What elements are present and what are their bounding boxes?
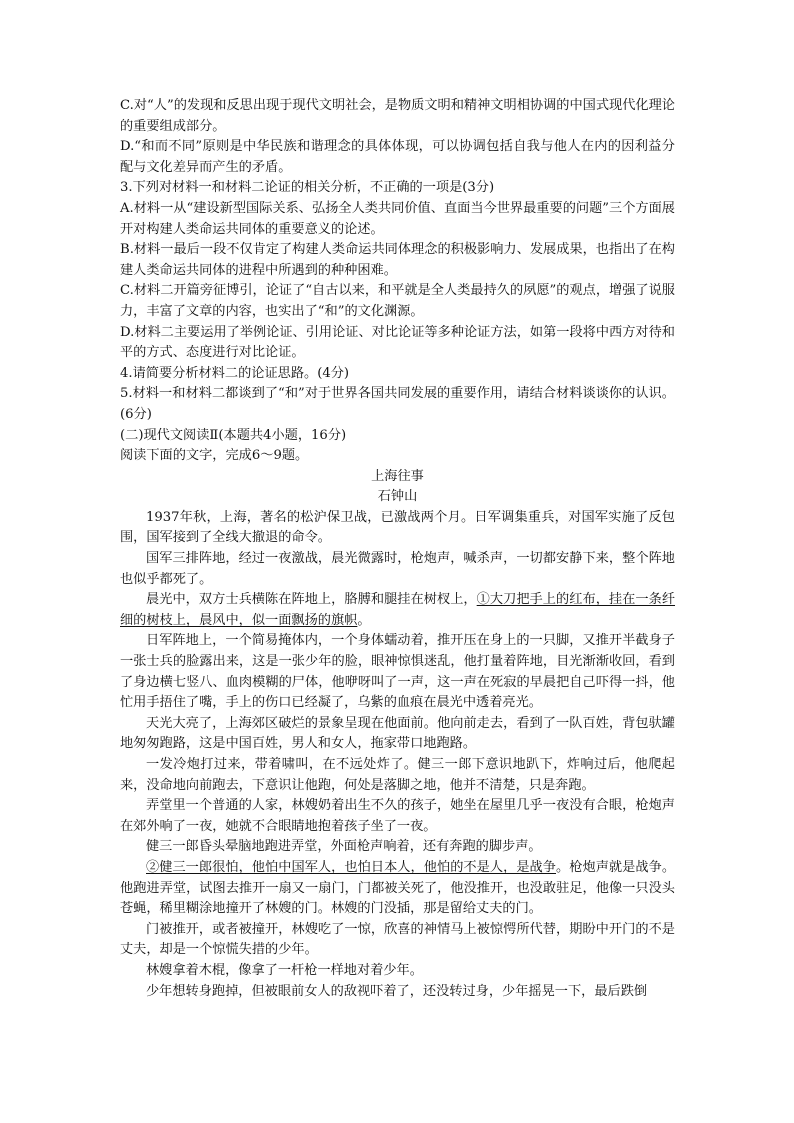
- story-author: 石钟山: [377, 489, 418, 505]
- story-paragraph: 少年想转身跑掉，但被眼前女人的敌视吓着了，还没转过身，少年摇晃一下，最后跌倒: [146, 983, 648, 999]
- question-4: 4.请简要分析材料二的论证思路。(4分): [120, 365, 350, 381]
- section-heading: (二)现代文阅读Ⅱ(本题共4小题，16分): [120, 427, 347, 443]
- story-paragraph: 门被推开，或者被撞开，林嫂吃了一惊，欣喜的神情马上被惊愕所代替，期盼中开门的不是丈夫，却是一个惊慌失措的少年。: [120, 921, 675, 958]
- document-page: [120, 96, 675, 1002]
- question-3: 3.下列对材料一和材料二论证的相关分析，不正确的一项是(3分): [120, 180, 495, 196]
- underlined-sentence-2: ②健三一郎很怕，他怕中国军人，也怕日本人，他怕的不是人，是战争: [146, 859, 557, 875]
- story-paragraph: 弄堂里一个普通的人家，林嫂奶着出生不久的孩子，她坐在屋里几乎一夜没有合眼，枪炮声在郊外响了一夜，她就不合眼睛地抱着孩子坐了一夜。: [120, 798, 675, 834]
- question-3-option-c: C.材料二开篇旁征博引，论证了“自古以来，和平就是全人类最持久的夙愿”的观点，增强了说服力，丰富了文章的内容，也实出了“和”的文化渊源。: [120, 283, 675, 319]
- reading-instruction: 阅读下面的文字，完成6～9题。: [120, 448, 309, 464]
- story-paragraph: 日军阵地上，一个简易掩体内，一个身体蠕动着，推开压在身上的一只脚，又推开半截身子一张士兵的脸露出来，这是一张少年的脸，眼神惊惧迷乱，他打量着阵地，目光渐渐收回，看到了身边横七竖八、血肉模糊的尸体，他咿呀叫了一声，这一声在死寂的早晨把自己吓得一抖，他忙用手捂住了嘴，手上的伤口已经凝了，乌紫的血痕在晨光中透着亮光。: [120, 633, 675, 711]
- question-3-option-d: D.材料二主要运用了举例论证、引用论证、对比论证等多种论证方法，如第一段将中西方对待和平的方式、态度进行对比论证。: [120, 324, 675, 361]
- option-c-prev-question: C.对“人”的发现和反思出现于现代文明社会，是物质文明和精神文明相协调的中国式现代化理论的重要组成部分。: [120, 98, 675, 134]
- paragraph-text: 晨光中，双方士兵横陈在阵地上，胳膊和腿挂在树杈上，: [146, 592, 477, 608]
- story-paragraph: 一发冷炮打过来，带着啸叫，在不远处炸了。健三一郎下意识地趴下，炸响过后，他爬起来，没命地向前跑去，下意识让他跑，何处是落脚之地，他并不清楚，只是奔跑。: [120, 757, 675, 793]
- paragraph-text: 。枪炮声就是战争。他跑进弄堂，试图去推开一扇又一扇门，门都被关死了，他没推开，也没敢驻足，他像一只没头苍蝇，稀里糊涂地撞开了林嫂的门。林嫂的门没插，那是留给丈夫的门。: [120, 859, 676, 917]
- story-paragraph: [120, 858, 675, 920]
- story-paragraph: 1937年秋，上海，著名的松沪保卫战，已激战两个月。日军调集重兵，对国军实施了反包围，国军接到了全线大撤退的命令。: [120, 509, 675, 546]
- story-paragraph: 健三一郎昏头晕脑地跑进弄堂，外面枪声响着，还有奔跑的脚步声。: [146, 839, 542, 855]
- story-paragraph: 天光大亮了，上海郊区破烂的景象呈现在他面前。他向前走去，看到了一队百姓，背包驮罐地匆匆跑路，这是中国百姓，男人和女人，拖家带口地跑路。: [120, 715, 675, 752]
- story-title: 上海往事: [371, 468, 424, 484]
- paragraph-text: 。: [357, 612, 371, 628]
- story-paragraph: 国军三排阵地，经过一夜激战，晨光微露时，枪炮声，喊杀声，一切都安静下来，整个阵地也似乎都死了。: [120, 551, 675, 587]
- story-paragraph: 林嫂拿着木棍，像拿了一杆枪一样地对着少年。: [146, 962, 423, 978]
- underlined-sentence-1: ①大刀把手上的红布，挂在一条纤细的树枝上，晨风中，似一面飘扬的旗帜: [120, 592, 676, 628]
- question-3-option-b: B.材料一最后一段不仅肯定了构建人类命运共同体理念的积极影响力、发展成果，也指出了在构建人类命运共同体的进程中所遇到的种种困难。: [120, 242, 675, 278]
- question-5: 5.材料一和材料二都谈到了“和”对于世界各国共同发展的重要作用，请结合材料谈谈你的认识。(6分): [120, 386, 675, 422]
- story-paragraph: [120, 590, 675, 631]
- option-d-prev-question: D.“和而不同”原则是中华民族和谐理念的具体体现，可以协调包括自我与他人在内的因利益分配与文化差异而产生的矛盾。: [120, 139, 675, 175]
- question-3-option-a: A.材料一从“建设新型国际关系、弘扬全人类共同价值、直面当今世界最重要的问题”三个方面展开对构建人类命运共同体的重要意义的论述。: [120, 200, 675, 237]
